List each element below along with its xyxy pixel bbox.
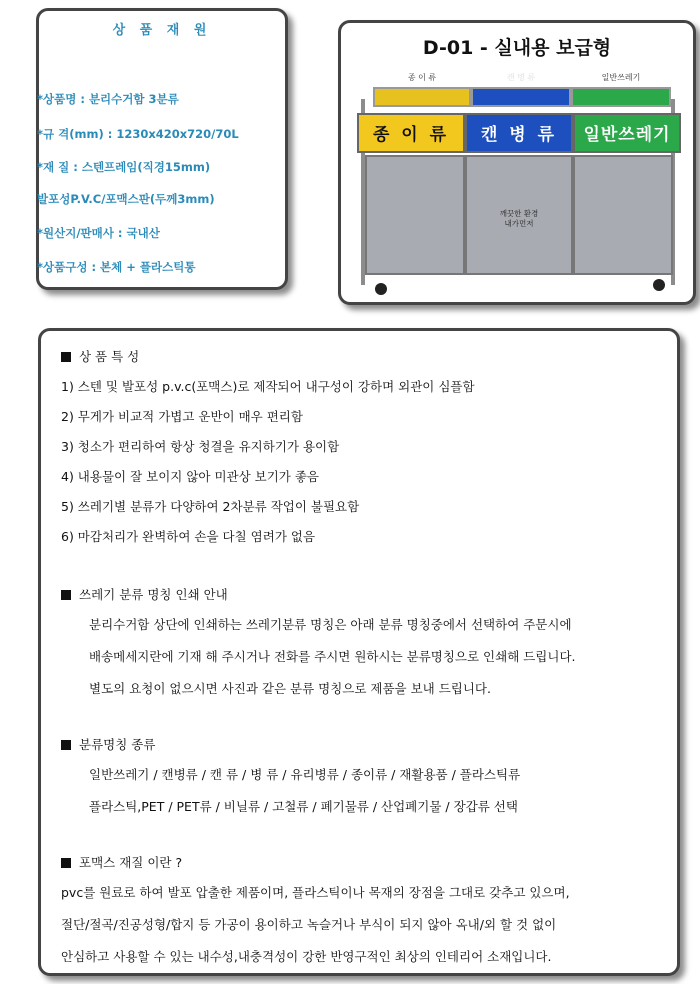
feature-item: 3) 청소가 편리하여 항상 청결을 유지하기가 용이함: [61, 439, 340, 454]
feature-item: 1) 스텐 및 발포성 p.v.c(포맥스)로 제작되어 내구성이 강하며 외관이 심플함: [61, 379, 475, 394]
bin-slogan-2: 내가먼저: [504, 219, 534, 228]
formex-line: pvc를 원료로 하여 발포 압출한 제품이며, 플라스틱이나 목재의 장점을 그대로 갖추고 있으며,: [61, 885, 570, 900]
feature-item: 2) 무게가 비교적 가볍고 운반이 매우 편리함: [61, 409, 303, 424]
lid-label-paper: 종 이 류: [407, 73, 437, 82]
spec-title: 상 품 재 원: [112, 23, 212, 38]
spec-material-2: 발포성P.V.C/포맥스판(두께3mm): [37, 192, 215, 206]
wheel: [653, 279, 665, 291]
wheel: [375, 283, 387, 295]
lid-label-cans: 캔 병 류: [506, 73, 536, 82]
spec-panel: [36, 8, 288, 290]
lid-cans: [471, 87, 571, 107]
recycle-bin-image: [353, 69, 683, 301]
description-panel: [38, 328, 680, 976]
formex-line: 절단/절곡/진공성형/합지 등 가공이 용이하고 녹슬거나 부식이 되지 않아 옥내/외 할 것 없이: [61, 917, 557, 932]
feature-item: 5) 쓰레기별 분류가 다양하여 2차분류 작업이 불필요함: [61, 499, 360, 514]
lid-paper: [373, 87, 471, 107]
label-general: 일반쓰레기: [573, 113, 681, 153]
printing-line: 별도의 요청이 없으시면 사진과 같은 분류 명칭으로 제품을 보내 드립니다.: [89, 681, 491, 696]
spec-size: *규 격(mm) : 1230x420x720/70L: [37, 127, 239, 141]
spec-material: *재 질 : 스텐프레임(직경15mm): [37, 160, 211, 174]
spec-name: *상품명 : 분리수거함 3분류: [37, 92, 179, 106]
lid-general: [571, 87, 671, 107]
formex-line: 안심하고 사용할 수 있는 내수성,내충격성이 강한 반영구적인 최상의 인테리어 소재입니다.: [61, 949, 552, 964]
types-line: 일반쓰레기 / 캔병류 / 캔 류 / 병 류 / 유리병류 / 종이류 / 재활용품 / 플라스틱류: [89, 767, 521, 782]
feature-item: 4) 내용물이 잘 보이지 않아 미관상 보기가 좋음: [61, 469, 319, 484]
label-cans: 캔 병 류: [465, 113, 573, 153]
types-line: 플라스틱,PET / PET류 / 비닐류 / 고철류 / 폐기물류 / 산업폐기물 / 장갑류 선택: [89, 799, 518, 814]
printing-line: 배송메세지란에 기재 해 주시거나 전화를 주시면 원하시는 분류명칭으로 인쇄해 드립니다.: [89, 649, 576, 664]
feature-item: 6) 마감처리가 완벽하여 손을 다칠 염려가 없음: [61, 529, 316, 544]
printing-line: 분리수거함 상단에 인쇄하는 쓰레기분류 명칭은 아래 분류 명칭중에서 선택하여 주문시에: [89, 617, 572, 632]
types-heading: 분류명칭 종류: [61, 735, 155, 753]
bin-slogan-1: 깨끗한 환경: [499, 209, 539, 218]
spec-components: *상품구성 : 본체 + 플라스틱통: [37, 260, 196, 274]
printing-heading: 쓰레기 분류 명칭 인쇄 안내: [61, 585, 228, 603]
product-title: D-01 - 실내용 보급형: [422, 37, 612, 59]
formex-heading: 포맥스 재질 이란 ?: [61, 853, 182, 871]
lid-label-general: 일반쓰레기: [601, 73, 641, 82]
label-paper: 종 이 류: [357, 113, 465, 153]
features-heading: 상 품 특 성: [61, 347, 139, 365]
spec-origin: *원산지/판매사 : 국내산: [37, 226, 160, 240]
product-photo-panel: [338, 20, 696, 305]
